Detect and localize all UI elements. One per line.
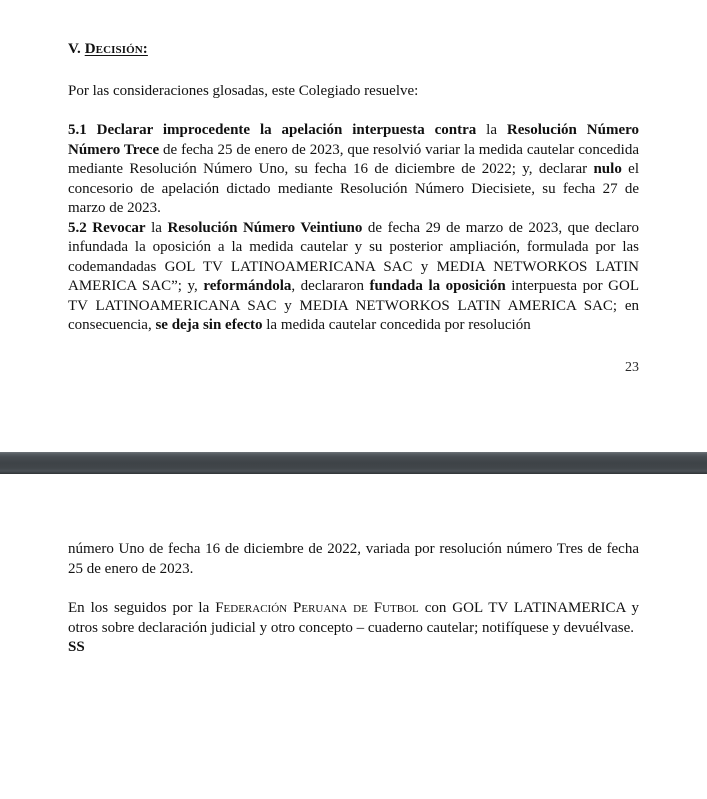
signature-block: SS bbox=[68, 639, 85, 655]
item-5-2-text-e: la medida cautelar concedida por resolución bbox=[262, 317, 531, 333]
decision-item-5-1 bbox=[68, 121, 639, 219]
page-1-content bbox=[68, 40, 639, 377]
closing-text-b: con GOL TV LATINAMERICA y otros sobre declaración judicial y otro concepto – cuaderno cautelar; notifíquese y devuélvase. bbox=[68, 600, 639, 636]
continuation-paragraph: número Uno de fecha 16 de diciembre de 2022, variada por resolución número Tres de fecha 25 de enero de 2023. bbox=[68, 541, 639, 577]
item-5-2-text-b: de fecha 29 de marzo de 2023, que declaro infundada la oposición a la medida cautelar y su posterior ampliación, formulada por las codemandadas GOL TV LATINOAMERICANA SAC y MEDIA NETWORKOS LATIN AMERICA SAC”; y, bbox=[68, 219, 639, 294]
item-5-2-text-c: , declararon bbox=[291, 278, 370, 294]
page-number: 23 bbox=[625, 359, 639, 375]
item-5-2-resolution-name: Resolución Número Veintiuno bbox=[167, 219, 363, 236]
item-5-1-resolution-name: Resolución Número Número Trece bbox=[68, 122, 639, 158]
closing-paragraph bbox=[68, 599, 639, 638]
item-5-1-marker: 5.1 Declarar improcedente la apelación interpuesta contra bbox=[68, 122, 477, 138]
closing-text-a: En los seguidos por la bbox=[68, 600, 216, 616]
heading-numeral: V. bbox=[68, 41, 85, 57]
item-5-2-text-d: interpuesta por GOL TV LATINOAMERICANA SAC y MEDIA NETWORKOS LATIN AMERICA SAC; en consecuencia, bbox=[68, 278, 640, 333]
item-5-1-text-b: de fecha 25 de enero de 2023, que resolvió variar la medida cautelar concedida mediante Resolución Número Uno, su fecha 16 de diciembre de 2022; y, declarar bbox=[68, 141, 639, 177]
party-name-federacion: Federación Peruana de Futbol bbox=[215, 600, 419, 616]
decision-item-5-2 bbox=[68, 219, 639, 336]
item-5-2-text-a: la bbox=[145, 219, 168, 236]
document-page-2 bbox=[0, 474, 707, 799]
item-5-2-emphasis-sin-efecto: se deja sin efecto bbox=[155, 317, 263, 333]
item-5-1-text-c: el concesorio de apelación dictado mediante Resolución Número Diecisiete, su fecha 27 de marzo de 2023. bbox=[68, 161, 639, 216]
heading-title: Decisión: bbox=[84, 41, 148, 57]
item-5-2-emphasis-fundada: fundada la oposición bbox=[369, 278, 506, 294]
item-5-1-text-a: la bbox=[476, 122, 507, 138]
page-title bbox=[68, 40, 639, 60]
item-5-1-emphasis-nulo: nulo bbox=[593, 161, 622, 177]
item-5-2-emphasis-reformandola: reformándola bbox=[203, 278, 292, 294]
page-2-content bbox=[68, 540, 639, 658]
page-separator bbox=[0, 452, 707, 474]
intro-paragraph: Por las consideraciones glosadas, este Colegiado resuelve: bbox=[68, 82, 419, 99]
item-5-2-marker: 5.2 Revocar bbox=[68, 219, 146, 236]
